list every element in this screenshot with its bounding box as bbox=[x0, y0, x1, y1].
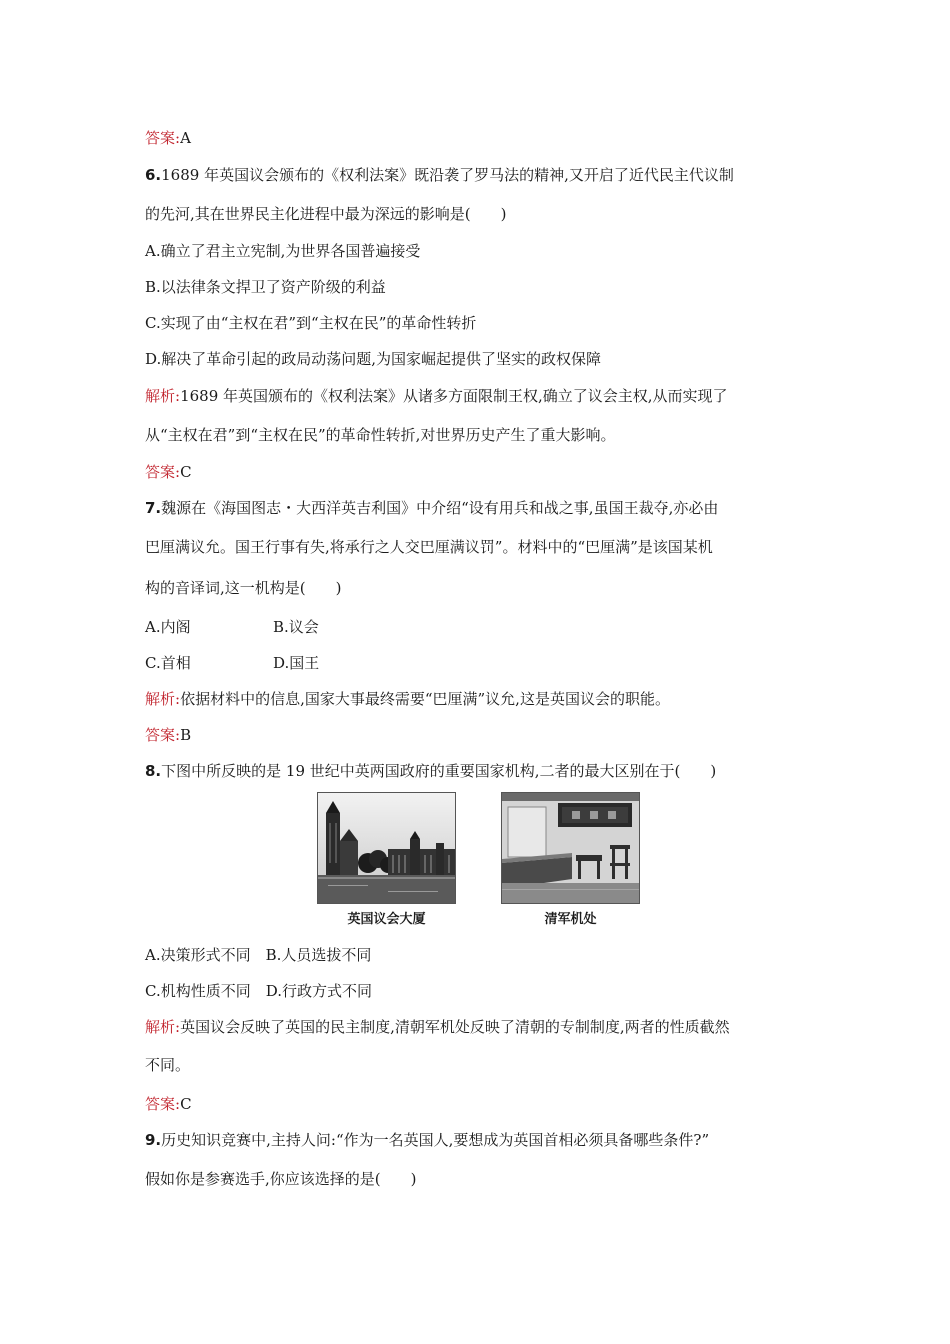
question-number: 6. bbox=[145, 166, 162, 184]
q7-analysis: 解析:依据材料中的信息,国家大事最终需要“巴厘满”议允,这是英国议会的职能。 bbox=[145, 690, 670, 708]
q7-stem-line-2: 巴厘满议允。国王行事有失,将承行之人交巴厘满议罚”。材料中的“巴厘满”是该国某机 bbox=[145, 538, 713, 556]
q6-analysis-line-2: 从“主权在君”到“主权在民”的革命性转折,对世界历史产生了重大影响。 bbox=[145, 426, 616, 444]
q6-answer: 答案:C bbox=[145, 463, 192, 481]
q8-answer: 答案:C bbox=[145, 1095, 192, 1113]
analysis-label: 解析 bbox=[145, 690, 176, 708]
q9-stem-line-1: 9.历史知识竞赛中,主持人问:“作为一名英国人,要想成为英国首相必须具备哪些条件?” bbox=[145, 1131, 710, 1149]
figure-grand-council bbox=[501, 792, 640, 927]
figure-caption: 清军机处 bbox=[544, 912, 597, 927]
answer-value: C bbox=[180, 463, 192, 481]
parliament-image bbox=[318, 793, 455, 903]
grand-council-photo bbox=[501, 792, 640, 904]
q7-option-c: C.首相 bbox=[145, 654, 191, 672]
answer-label: 答案 bbox=[145, 129, 176, 147]
q6-analysis-line-1: 解析:1689 年英国颁布的《权利法案》从诸多方面限制王权,确立了议会主权,从而实现了 bbox=[145, 387, 728, 405]
q6-option-b: B.以法律条文捍卫了资产阶级的利益 bbox=[145, 278, 386, 296]
question-number: 7. bbox=[145, 499, 162, 517]
figure-parliament bbox=[317, 792, 456, 927]
q5-answer: 答案:A bbox=[145, 129, 191, 147]
q8-analysis-line-1: 解析:英国议会反映了英国的民主制度,清朝军机处反映了清朝的专制制度,两者的性质截然 bbox=[145, 1018, 730, 1036]
q7-stem-line-3: 构的音译词,这一机构是( ) bbox=[145, 579, 342, 597]
answer-label: 答案 bbox=[145, 726, 176, 744]
answer-label: 答案 bbox=[145, 463, 176, 481]
q8-stem: 8.下图中所反映的是 19 世纪中英两国政府的重要国家机构,二者的最大区别在于( ) bbox=[145, 762, 717, 780]
answer-value: C bbox=[180, 1095, 192, 1113]
answer-value: B bbox=[180, 726, 192, 744]
parliament-photo bbox=[317, 792, 456, 904]
q8-analysis-line-2: 不同。 bbox=[145, 1056, 191, 1074]
grand-council-image bbox=[502, 793, 639, 903]
q7-option-d: D.国王 bbox=[273, 654, 320, 672]
q8-options-ab: A.决策形式不同 B.人员选拔不同 bbox=[145, 946, 372, 964]
q7-options-cd bbox=[145, 653, 825, 673]
analysis-label: 解析 bbox=[145, 1018, 176, 1036]
question-number: 8. bbox=[145, 762, 162, 780]
figure-caption: 英国议会大厦 bbox=[347, 912, 426, 927]
question-number: 9. bbox=[145, 1131, 162, 1149]
q6-option-a: A.确立了君主立宪制,为世界各国普遍接受 bbox=[145, 242, 421, 260]
answer-value: A bbox=[180, 129, 191, 147]
q7-option-a: A.内阁 bbox=[145, 618, 191, 636]
q7-answer: 答案:B bbox=[145, 726, 192, 744]
answer-label: 答案 bbox=[145, 1095, 176, 1113]
analysis-label: 解析 bbox=[145, 387, 176, 405]
q8-options-cd: C.机构性质不同 D.行政方式不同 bbox=[145, 982, 372, 1000]
q6-option-d: D.解决了革命引起的政局动荡问题,为国家崛起提供了坚实的政权保障 bbox=[145, 350, 602, 368]
q6-stem-line-2: 的先河,其在世界民主化进程中最为深远的影响是( ) bbox=[145, 205, 507, 223]
q7-options-ab bbox=[145, 617, 825, 637]
q7-stem-line-1: 7.魏源在《海国图志・大西洋英吉利国》中介绍“设有用兵和战之事,虽国王裁夺,亦必由 bbox=[145, 499, 719, 517]
q6-stem-line-1: 6.1689 年英国议会颁布的《权利法案》既沿袭了罗马法的精神,又开启了近代民主代议制 bbox=[145, 166, 734, 184]
q6-option-c: C.实现了由“主权在君”到“主权在民”的革命性转折 bbox=[145, 314, 477, 332]
q9-stem-line-2: 假如你是参赛选手,你应该选择的是( ) bbox=[145, 1170, 417, 1188]
q7-option-b: B.议会 bbox=[273, 618, 319, 636]
